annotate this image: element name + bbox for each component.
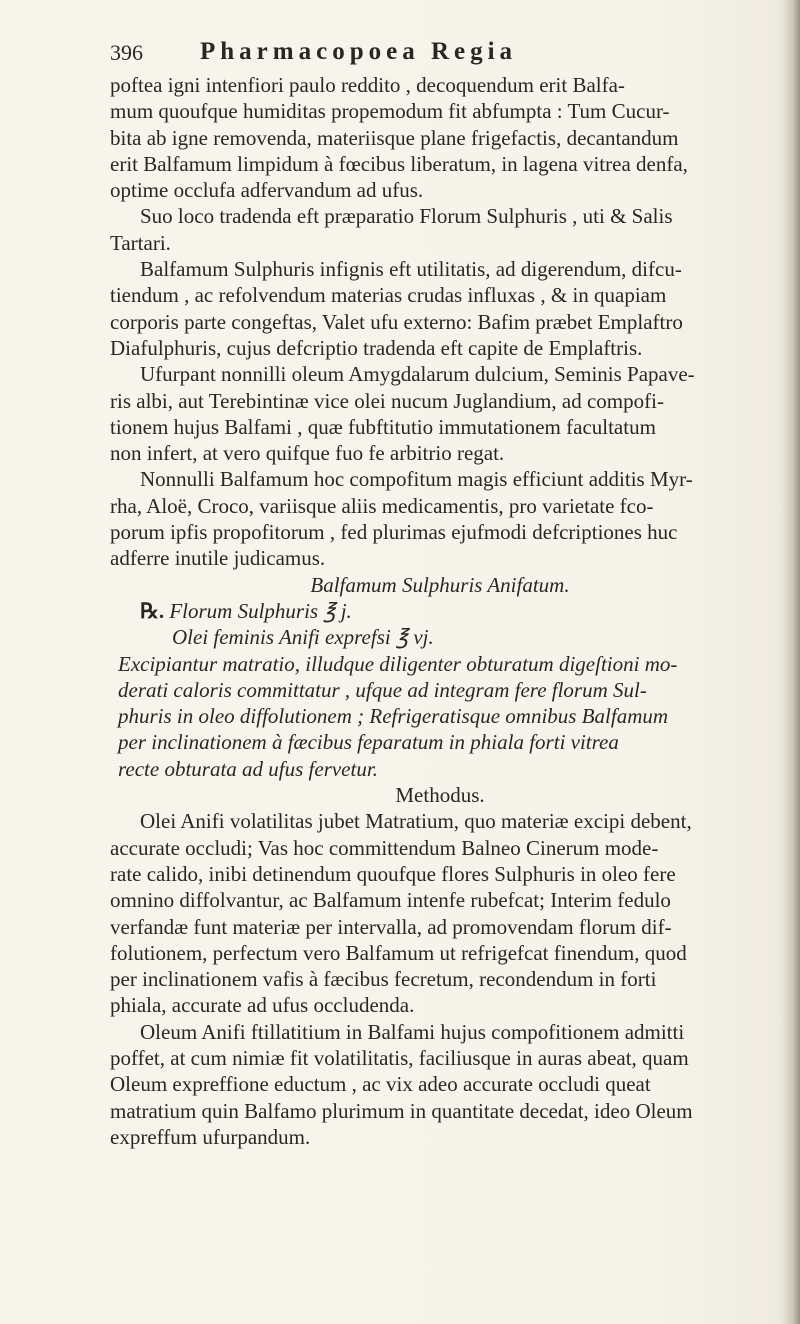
recipe-symbol: ℞. xyxy=(140,598,165,623)
text-line: Suo loco tradenda eft præparatio Florum Sulphuris , uti & Salis xyxy=(140,204,673,229)
running-head: Pharmacopoea Regia xyxy=(200,38,518,65)
text-line: verfandæ funt materiæ per intervalla, ad promovendam florum dif- xyxy=(110,914,672,939)
text-line: rate calido, inibi detinendum quoufque flores Sulphuris in oleo fere xyxy=(110,861,676,886)
text-line: matratium quin Balfamo plurimum in quantitate decedat, ideo Oleum xyxy=(110,1098,693,1123)
recipe-title: Balfamum Sulphuris Anifatum. xyxy=(310,572,570,597)
recipe-ingredient xyxy=(110,598,770,624)
text-line: expreffum ufurpandum. xyxy=(110,1124,311,1149)
text-line: per inclinationem à fæcibus feparatum in phiala forti vitrea xyxy=(118,730,619,755)
page-header xyxy=(110,38,750,70)
text-line: non infert, at vero quifque fuo fe arbitrio regat. xyxy=(110,441,505,466)
text-line: Tartari. xyxy=(110,230,171,255)
text-line: mum quoufque humiditas propemodum fit abfumpta : Tum Cucur- xyxy=(110,99,670,124)
text-line: folutionem, perfectum vero Balfamum ut refrigefcat finendum, quod xyxy=(110,940,687,965)
section-heading: Methodus. xyxy=(395,783,485,808)
text-line: optime occlufa adfervandum ad ufus. xyxy=(110,178,424,203)
text-line: tionem hujus Balfami , quæ fubftitutio immutationem facultatum xyxy=(110,414,656,439)
text-line: recte obturata ad ufus fervetur. xyxy=(118,756,378,781)
text-line: Oleum expreffione eductum , ac vix adeo accurate occludi queat xyxy=(110,1072,651,1097)
text-line: ris albi, aut Terebintinæ vice olei nucum Juglandium, ad compofi- xyxy=(110,388,664,413)
text-line: phuris in oleo diffolutionem ; Refrigeratisque omnibus Balfamum xyxy=(118,704,669,729)
text-line: phiala, accurate ad ufus occludenda. xyxy=(110,993,415,1018)
text-line: Ufurpant nonnilli oleum Amygdalarum dulcium, Seminis Papave- xyxy=(140,362,695,387)
ingredient-text: Florum Sulphuris ℥ j. xyxy=(169,598,352,623)
text-line: poftea igni intenfiori paulo reddito , decoquendum erit Balfa- xyxy=(110,73,625,97)
text-line: omnino diffolvantur, ac Balfamum intenfe rubefcat; Interim fedulo xyxy=(110,888,671,913)
text-line: erit Balfamum limpidum à fœcibus liberatum, in lagena vitrea denfa, xyxy=(110,151,688,176)
text-line: porum ipfis propofitorum , fed plurimas ejufmodi defcriptiones huc xyxy=(110,520,678,545)
text-line: rha, Aloë, Croco, variisque aliis medicamentis, pro varietate fco- xyxy=(110,493,654,518)
body-text xyxy=(110,72,770,1150)
page-edge-shadow xyxy=(782,0,800,1324)
text-line: corporis parte congeftas, Valet ufu externo: Bafim præbet Emplaftro xyxy=(110,309,683,334)
text-line: derati caloris committatur , ufque ad integram fere florum Sul- xyxy=(118,677,647,702)
text-line: Nonnulli Balfamum hoc compofitum magis efficiunt additis Myr- xyxy=(140,467,693,492)
text-line: bita ab igne removenda, materiisque plane frigefactis, decantandum xyxy=(110,125,679,150)
text-line: poffet, at cum nimiæ fit volatilitatis, faciliusque in auras abeat, quam xyxy=(110,1045,689,1070)
text-line: Olei Anifi volatilitas jubet Matratium, quo materiæ excipi debent, xyxy=(140,809,692,834)
recipe-ingredient: Olei feminis Anifi exprefsi ℥ vj. xyxy=(172,625,434,650)
text-line: Oleum Anifi ftillatitium in Balfami hujus compofitionem admitti xyxy=(140,1019,685,1044)
text-line: Diafulphuris, cujus defcriptio tradenda eft capite de Emplaftris. xyxy=(110,335,643,360)
text-line: tiendum , ac refolvendum materias crudas influxas , & in quapiam xyxy=(110,283,667,308)
text-line: per inclinationem vafis à fæcibus fecretum, recondendum in forti xyxy=(110,967,657,992)
page-number: 396 xyxy=(110,40,143,65)
text-line: adferre inutile judicamus. xyxy=(110,546,326,571)
text-line: Excipiantur matratio, illudque diligenter obturatum digeſtioni mo- xyxy=(118,651,678,676)
text-line: accurate occludi; Vas hoc committendum Balneo Cinerum mode- xyxy=(110,835,659,860)
text-line: Balfamum Sulphuris infignis eft utilitatis, ad digerendum, difcu- xyxy=(140,257,682,282)
